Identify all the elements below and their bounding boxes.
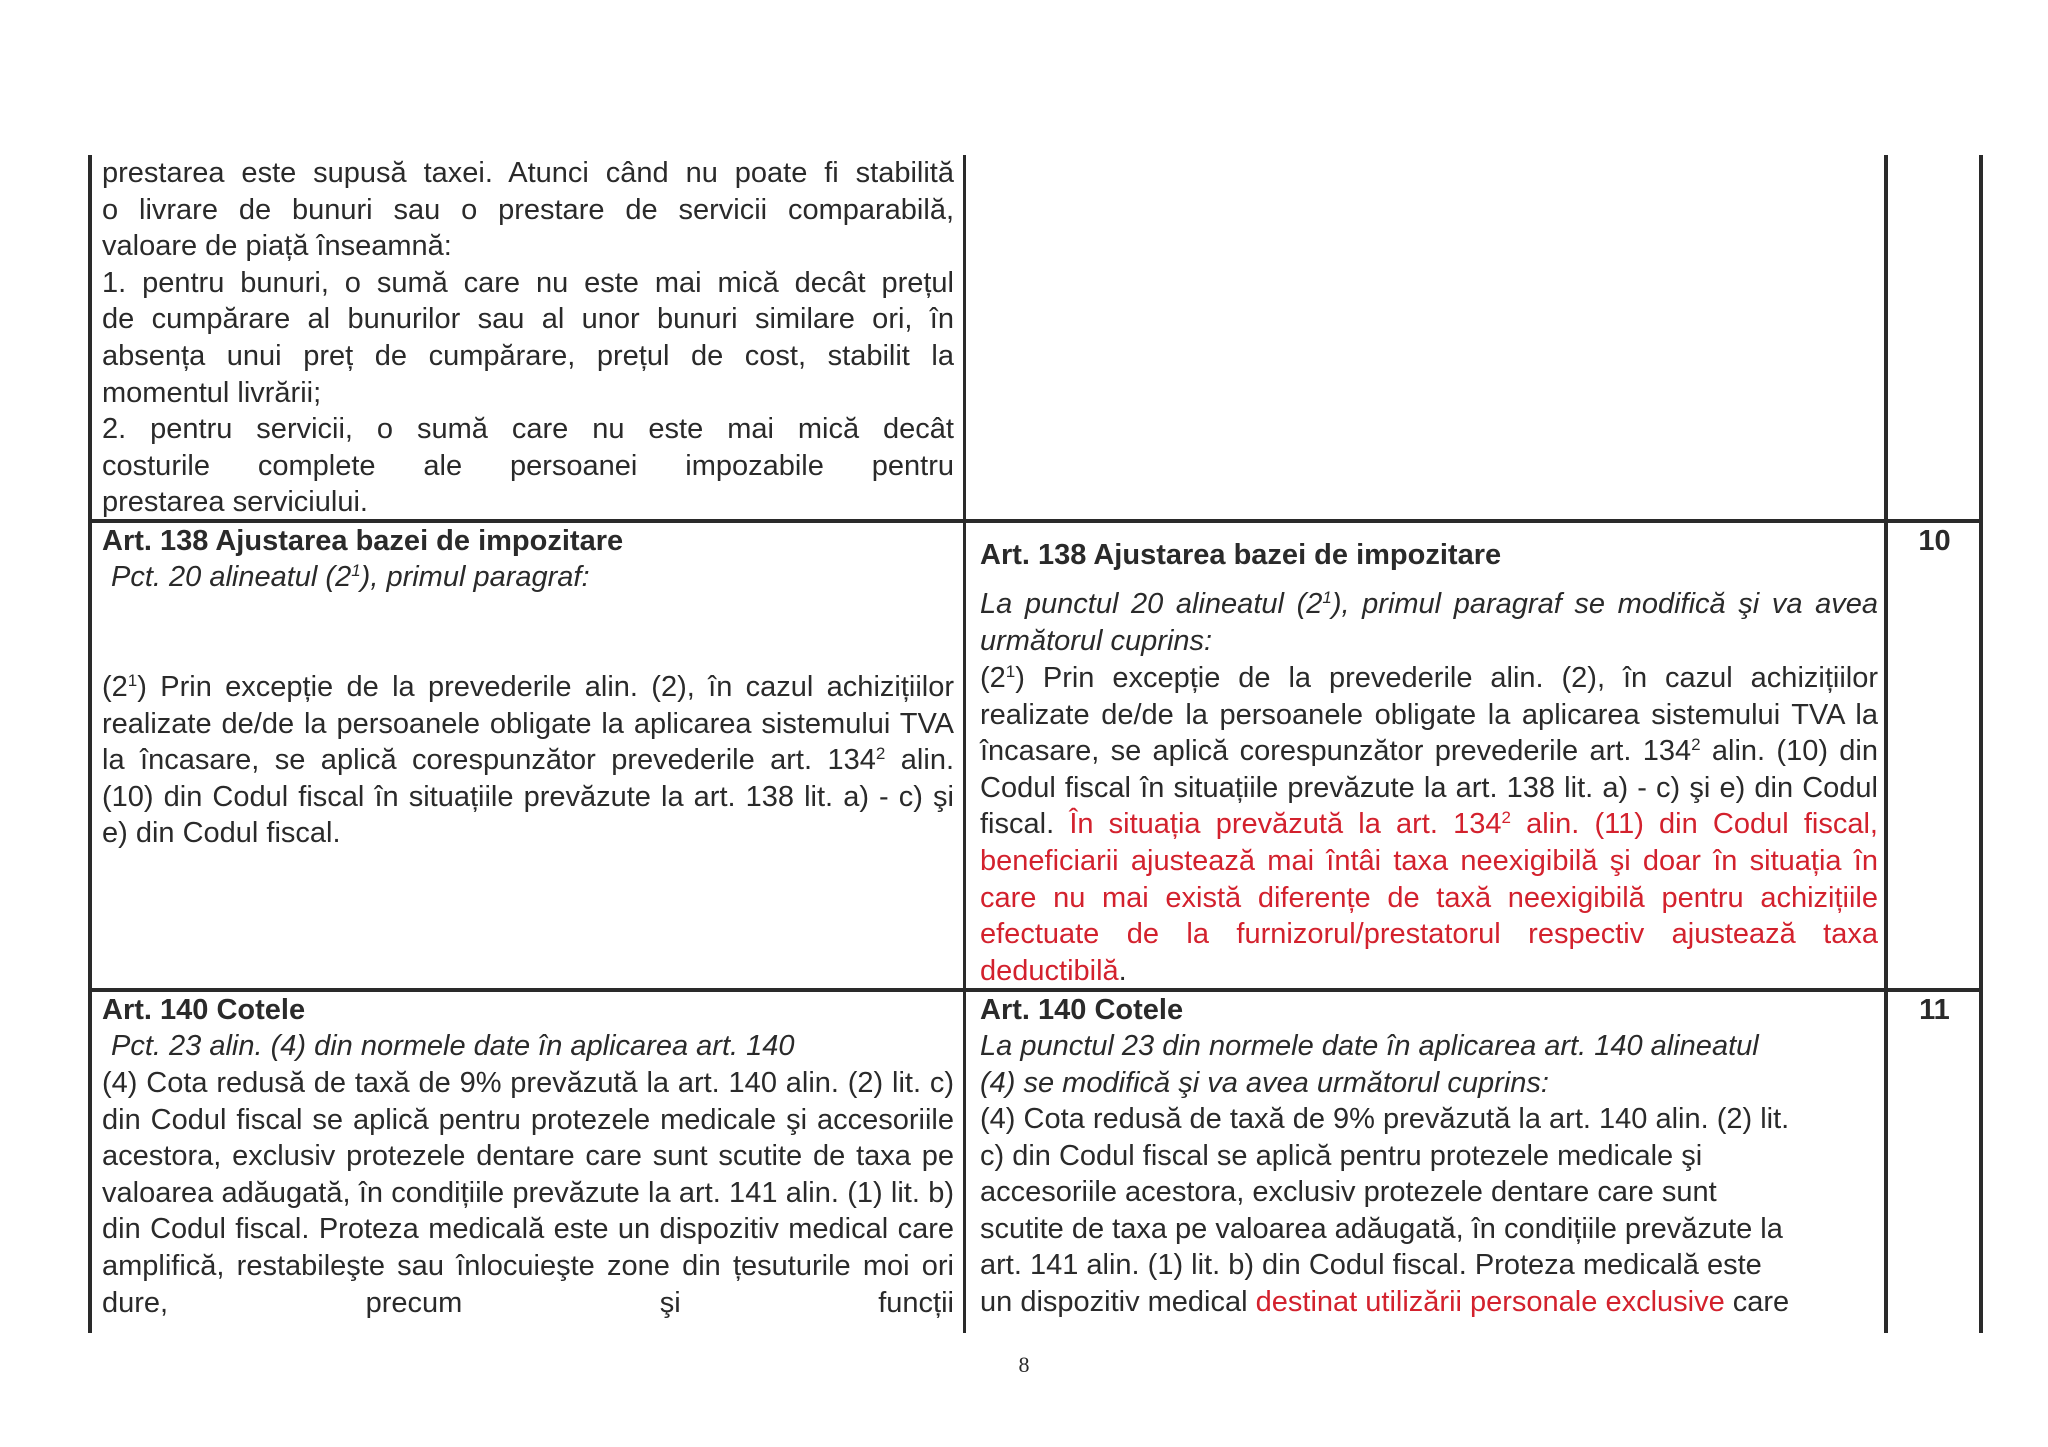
text-line: o livrare de bunuri sau o prestare de servicii comparabilă, — [102, 193, 954, 226]
row3-col2-heading — [980, 992, 1878, 1029]
text-line: 1. pentru bunuri, o sumă care nu este mai mică decât prețul — [102, 266, 954, 299]
column-divider-1 — [963, 155, 966, 1333]
column-divider-2 — [1884, 155, 1888, 1333]
row3-number: 11 — [1919, 994, 1950, 1026]
text-line: momentul livrării; — [102, 376, 322, 409]
row2-number: 10 — [1918, 525, 1951, 557]
article-heading: Art. 140 Cotele — [102, 994, 306, 1026]
row3-col1-reference: Pct. 23 alin. (4) din normele date în aplicarea art. 140 — [111, 1030, 795, 1062]
row3-col1-paragraph: (4) Cota redusă de taxă de 9% prevăzută la art. 140 alin. (2) lit. c) din Codul fiscal se aplică pentru protezele medicale şi accesoriile acestora, exclusiv protezele dentare care sunt scutite de taxa pe valoarea adăugată, în condițiile prevăzute la art. 141 alin. (1) lit. b) din Codul fiscal. Proteza medicală este un dispozitiv medical care amplifică, restabileşte sau înlocuieşte zone din țesuturile moi ori dure, precum şi funcții — [102, 1067, 954, 1319]
row3-col2-paragraph: (4) Cota redusă de taxă de 9% prevăzută la art. 140 alin. (2) lit. c) din Codul fiscal se aplică pentru protezele medicale şi accesoriile acestora, exclusiv protezele dentare care sunt scutite de taxa pe valoarea adăugată, în condițiile prevăzute la art. 141 alin. (1) lit. b) din Codul fiscal. Proteza medicală este un dispozitiv medical destinat utilizării personale exclusive care — [980, 1103, 1790, 1318]
text-line: absența unui preț de cumpărare, prețul de cost, stabilit la — [102, 339, 954, 372]
table-border-left — [88, 155, 92, 1333]
article-heading: Art. 138 Ajustarea bazei de impozitare — [102, 525, 624, 557]
row2-col1-reference: Pct. 20 alineatul $(2^1)$, primul paragraf: — [111, 561, 590, 593]
page-number: 8 — [1018, 1352, 1030, 1377]
text-line: de cumpărare al bunurilor sau al unor bunuri similare ori, în — [102, 303, 954, 336]
row3-col2-intro: La punctul 23 din normele date în aplicarea art. 140 alineatul (4) se modifică şi va avea următorul cuprins: — [980, 1030, 1759, 1099]
text-line: 2. pentru servicii, o sumă care nu este mai mică decât — [102, 413, 954, 446]
row2-col2-paragraph: $(2^1)$ Prin excepție de la prevederile alin. (2), în cazul achizițiilor realizate de/de la persoanele obligate la aplicarea sistemului TVA la încasare, se aplică corespunzător prevederile art. $134^2$ alin. (10) din Codul fiscal în situațiile prevăzute la art. 138 lit. a) - c) şi e) din Codul fiscal. În situația prevăzută la art. $134^2$ alin. (11) din Codul fiscal, beneficiarii ajustează mai întâi taxa neexigibilă şi doar în situația în care nu mai există diferențe de taxă neexigibilă pentru achizițiile efectuate de la furnizorul/prestatorul respectiv ajustează taxa deductibilă. — [980, 662, 1878, 987]
row2-col1-heading — [102, 523, 954, 560]
row1-col1-text — [102, 155, 954, 521]
text-line: costurile complete ale persoanei impozabile pentru — [102, 449, 954, 482]
row2-col2-intro: La punctul 20 alineatul $(2^1)$, primul paragraf se modifică şi va avea următorul cuprins: — [980, 588, 1878, 657]
amended-text: În situația prevăzută la art. $134^2$ alin. (11) din Codul fiscal, beneficiarii ajustează mai întâi taxa neexigibilă şi doar în situația în care nu mai există diferențe de taxă neexigibilă pentru achizițiile efectuate de la furnizorul/prestatorul respectiv ajustează taxa deductibilă — [980, 808, 1878, 987]
text-line: prestarea serviciului. — [102, 486, 368, 519]
text-line: valoare de piață înseamnă: — [102, 230, 452, 263]
amended-text: destinat utilizării personale exclusive — [1255, 1285, 1725, 1318]
row3-col1-heading — [102, 992, 954, 1029]
comparison-table — [88, 155, 1983, 1333]
article-heading: Art. 138 Ajustarea bazei de impozitare — [980, 539, 1502, 571]
text-line: prestarea este supusă taxei. Atunci când nu poate fi stabilită — [102, 157, 954, 189]
row2-col2-heading — [980, 537, 1878, 574]
article-heading: Art. 140 Cotele — [980, 994, 1184, 1026]
table-border-right — [1979, 155, 1983, 1333]
row2-col1-paragraph: $(2^1)$ Prin excepție de la prevederile alin. (2), în cazul achizițiilor realizate de/de la persoanele obligate la aplicarea sistemului TVA la încasare, se aplică corespunzător prevederile art. $134^2$ alin. (10) din Codul fiscal în situațiile prevăzute la art. 138 lit. a) - c) şi e) din Codul fiscal. — [102, 671, 955, 850]
